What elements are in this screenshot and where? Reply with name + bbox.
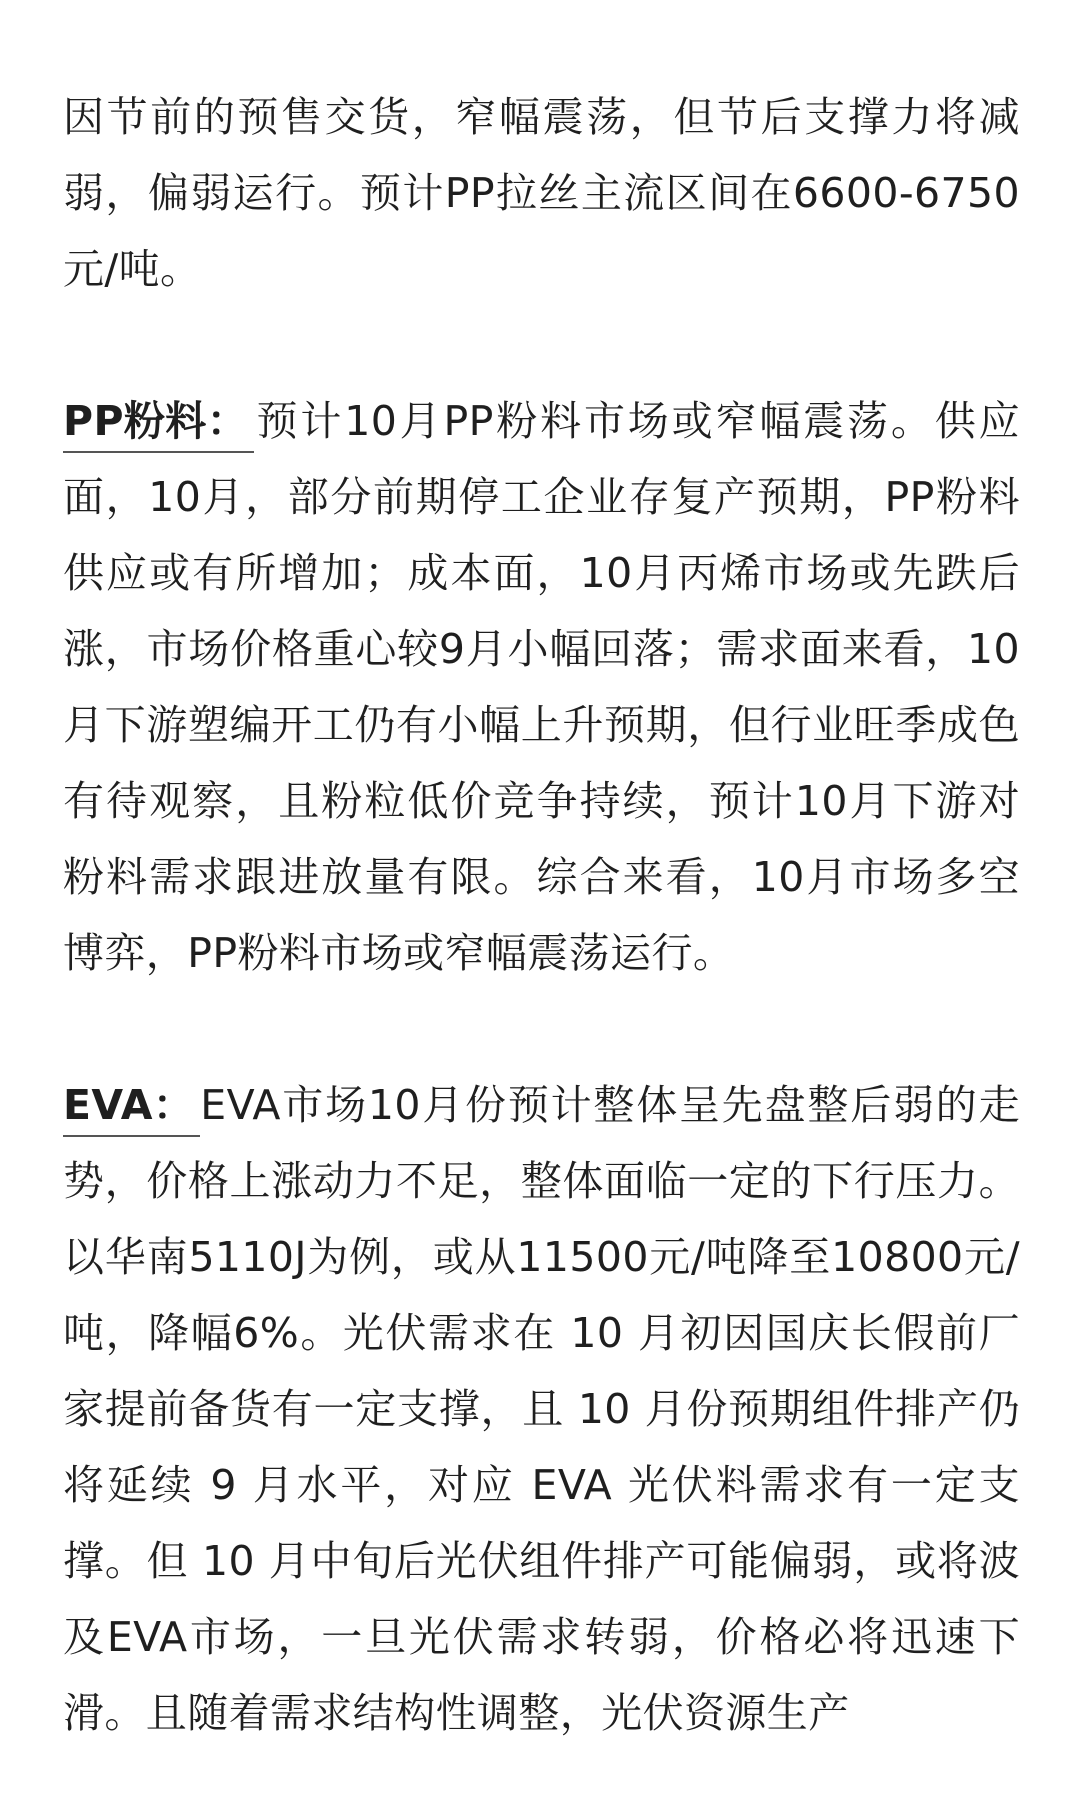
paragraph-pp-drawing [63, 79, 1020, 307]
paragraph-eva [63, 1067, 1020, 1751]
paragraph-text: 因节前的预售交货，窄幅震荡，但节后支撑力将减弱，偏弱运行。预计PP拉丝主流区间在6600-6750元/吨。 [63, 93, 1020, 293]
paragraph-text: 预计10月PP粉料市场或窄幅震荡。供应面，10月，部分前期停工企业存复产预期，PP粉料供应或有所增加；成本面，10月丙烯市场或先跌后涨，市场价格重心较9月小幅回落；需求面来看，10月下游塑编开工仍有小幅上升预期，但行业旺季成色有待观察，且粉粒低价竞争持续，预计10月下游对粉料需求跟进放量有限。综合来看，10月市场多空博弈，PP粉料市场或窄幅震荡运行。 [63, 397, 1020, 977]
section-label-eva: EVA： [63, 1075, 200, 1137]
paragraph-pp-powder [63, 383, 1020, 991]
paragraph-text: EVA市场10月份预计整体呈先盘整后弱的走势，价格上涨动力不足，整体面临一定的下行压力。以华南5110J为例，或从11500元/吨降至10800元/吨，降幅6%。光伏需求在 10 月初因国庆长假前厂家提前备货有一定支撑，且 10 月份预期组件排产仍将延续 9 月水平，对应 EVA 光伏料需求有一定支撑。但 10 月中旬后光伏组件排产可能偏弱，或将波及EVA市场，一旦光伏需求转弱，价格必将迅速下滑。且随着需求结构性调整，光伏资源生产 [63, 1081, 1020, 1737]
section-label-pp-powder: PP粉料： [63, 391, 254, 453]
